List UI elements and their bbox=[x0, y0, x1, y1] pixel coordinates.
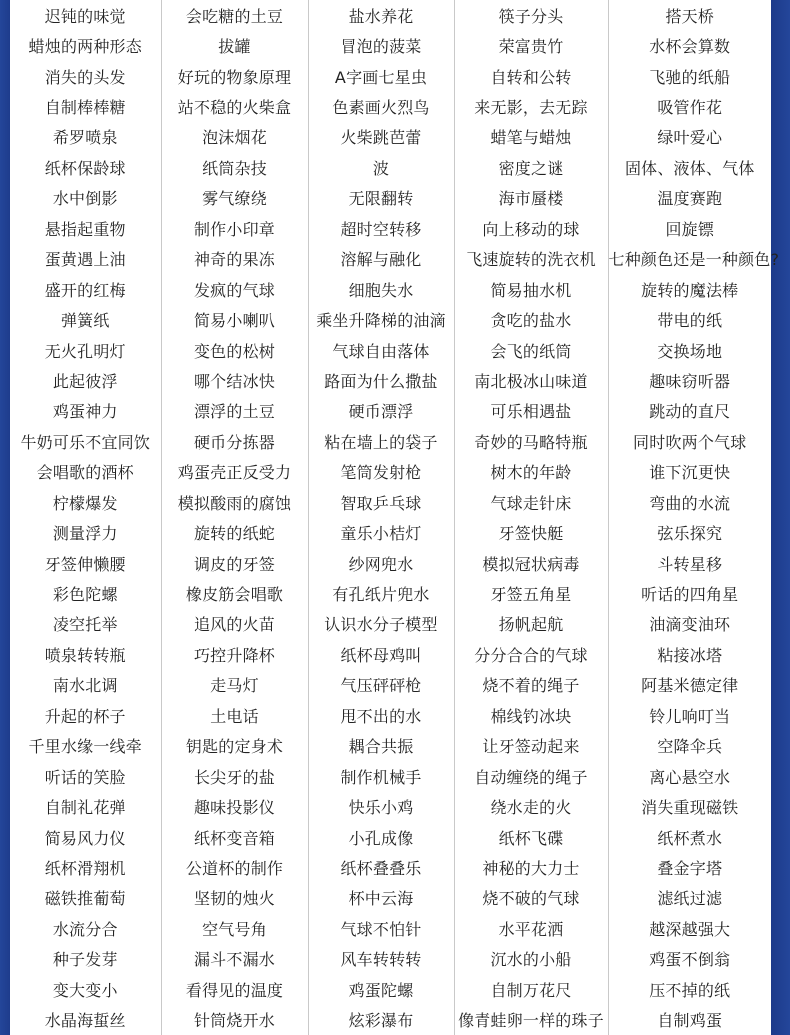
experiment-title-cell: 自转和公转 bbox=[454, 61, 608, 91]
experiment-title-cell: 鸡蛋陀螺 bbox=[308, 974, 454, 1004]
experiment-title-cell: 发疯的气球 bbox=[161, 274, 308, 304]
experiment-title-cell: 可乐相遇盐 bbox=[454, 396, 608, 426]
experiment-title-cell: 变大变小 bbox=[10, 974, 161, 1004]
experiment-title-cell: 阿基米德定律 bbox=[641, 676, 739, 696]
table-row bbox=[10, 61, 771, 91]
experiment-title-cell: 认识水分子模型 bbox=[308, 609, 454, 639]
experiment-title-cell: 纸杯保龄球 bbox=[10, 152, 161, 182]
table-row bbox=[10, 183, 771, 213]
experiment-title-cell: 烧不破的气球 bbox=[454, 883, 608, 913]
table-row bbox=[10, 791, 771, 821]
experiment-title-cell: 看得见的温度 bbox=[161, 974, 308, 1004]
experiment-title-cell: 简易风力仪 bbox=[10, 822, 161, 852]
experiment-title-cell: 炫彩瀑布 bbox=[308, 1004, 454, 1034]
experiment-title-cell: 向上移动的球 bbox=[454, 213, 608, 243]
table-row bbox=[10, 457, 771, 487]
experiment-title-cell: 旋转的纸蛇 bbox=[161, 517, 308, 547]
experiment-title-cell: 公道杯的制作 bbox=[161, 852, 308, 882]
experiment-title-cell: 溶解与融化 bbox=[308, 244, 454, 274]
experiment-title-cell: 长尖牙的盐 bbox=[161, 761, 308, 791]
experiment-title-cell: A字画七星虫 bbox=[308, 61, 454, 91]
experiment-title-cell: 跳动的直尺 bbox=[649, 402, 731, 422]
experiment-title-cell: 追风的火苗 bbox=[161, 609, 308, 639]
table-row bbox=[10, 731, 771, 761]
experiment-title-cell: 风车转转转 bbox=[308, 944, 454, 974]
experiment-title-cell: 贪吃的盐水 bbox=[454, 304, 608, 334]
experiment-title-cell: 自动缠绕的绳子 bbox=[454, 761, 608, 791]
experiment-title-cell: 会飞的纸筒 bbox=[454, 335, 608, 365]
experiment-title-cell: 回旋镖 bbox=[665, 219, 715, 239]
experiment-title-cell: 弦乐探究 bbox=[657, 524, 723, 544]
table-row bbox=[10, 609, 771, 639]
experiment-title-cell: 硬币分拣器 bbox=[161, 426, 308, 456]
table-row bbox=[10, 213, 771, 243]
experiment-title-cell: 温度赛跑 bbox=[657, 189, 723, 209]
experiment-title-cell: 绕水走的火 bbox=[454, 791, 608, 821]
table-row bbox=[10, 274, 771, 304]
experiment-title-cell: 路面为什么撒盐 bbox=[308, 365, 454, 395]
experiment-title-cell: 飞驰的纸船 bbox=[649, 67, 731, 87]
experiment-title-cell: 奇妙的马略特瓶 bbox=[454, 426, 608, 456]
experiment-list-table bbox=[10, 0, 780, 1035]
experiment-title-cell: 自制鸡蛋 bbox=[657, 1011, 723, 1031]
table-row bbox=[10, 0, 771, 30]
experiment-title-cell: 同时吹两个气球 bbox=[633, 432, 747, 452]
experiment-title-cell: 悬指起重物 bbox=[10, 213, 161, 243]
experiment-title-cell: 沉水的小船 bbox=[454, 944, 608, 974]
experiment-title-cell: 站不稳的火柴盒 bbox=[161, 91, 308, 121]
experiment-title-cell: 巧控升降杯 bbox=[161, 639, 308, 669]
experiment-title-cell: 喷泉转转瓶 bbox=[10, 639, 161, 669]
experiment-title-cell: 南水北调 bbox=[10, 670, 161, 700]
experiment-title-cell: 钥匙的定身术 bbox=[161, 731, 308, 761]
experiment-title-cell: 空降伞兵 bbox=[657, 737, 723, 757]
table-row bbox=[10, 548, 771, 578]
experiment-title-cell: 硬币漂浮 bbox=[308, 396, 454, 426]
experiment-title-cell: 快乐小鸡 bbox=[308, 791, 454, 821]
experiment-title-cell: 甩不出的水 bbox=[308, 700, 454, 730]
experiment-title-cell: 牙签快艇 bbox=[454, 517, 608, 547]
experiment-title-cell: 蜡烛的两种形态 bbox=[10, 30, 161, 60]
table-row bbox=[10, 487, 771, 517]
experiment-title-cell: 蜡笔与蜡烛 bbox=[454, 122, 608, 152]
experiment-title-cell: 棉线钓冰块 bbox=[454, 700, 608, 730]
experiment-title-cell: 带电的纸 bbox=[657, 311, 723, 331]
experiment-title-cell: 趣味窃听器 bbox=[649, 371, 731, 391]
table-row bbox=[10, 700, 771, 730]
table-row bbox=[10, 30, 771, 60]
experiment-title-cell: 漏斗不漏水 bbox=[161, 944, 308, 974]
experiment-title-cell: 耦合共振 bbox=[308, 731, 454, 761]
table-row bbox=[10, 578, 771, 608]
table-row bbox=[10, 913, 771, 943]
experiment-title-cell: 鸡蛋不倒翁 bbox=[649, 950, 731, 970]
experiment-title-cell: 吸管作花 bbox=[657, 98, 723, 118]
experiment-title-cell: 水流分合 bbox=[10, 913, 161, 943]
experiment-title-cell: 彩色陀螺 bbox=[10, 578, 161, 608]
experiment-title-cell: 牙签五角星 bbox=[454, 578, 608, 608]
experiment-title-cell: 纸杯变音箱 bbox=[161, 822, 308, 852]
experiment-title-cell: 油滴变油环 bbox=[649, 615, 731, 635]
experiment-title-cell: 趣味投影仪 bbox=[161, 791, 308, 821]
experiment-title-cell: 水晶海蜇丝 bbox=[10, 1004, 161, 1034]
experiment-title-cell: 笔筒发射枪 bbox=[308, 457, 454, 487]
table-row bbox=[10, 1004, 771, 1034]
experiment-title-cell: 波 bbox=[308, 152, 454, 182]
experiment-title-cell: 简易小喇叭 bbox=[161, 304, 308, 334]
experiment-title-cell: 柠檬爆发 bbox=[10, 487, 161, 517]
experiment-title-cell: 好玩的物象原理 bbox=[161, 61, 308, 91]
experiment-title-cell: 空气号角 bbox=[161, 913, 308, 943]
experiment-title-cell: 盛开的红梅 bbox=[10, 274, 161, 304]
experiment-title-cell: 会唱歌的酒杯 bbox=[10, 457, 161, 487]
experiment-title-cell: 针筒烧开水 bbox=[161, 1004, 308, 1034]
experiment-title-cell: 气球不怕针 bbox=[308, 913, 454, 943]
experiment-title-cell: 无火孔明灯 bbox=[10, 335, 161, 365]
experiment-title-cell: 神秘的大力士 bbox=[454, 852, 608, 882]
experiment-title-cell: 橡皮筋会唱歌 bbox=[161, 578, 308, 608]
experiment-title-cell: 扬帆起航 bbox=[454, 609, 608, 639]
experiment-title-cell: 自制棒棒糖 bbox=[10, 91, 161, 121]
experiment-title-cell: 磁铁推葡萄 bbox=[10, 883, 161, 913]
table-row bbox=[10, 761, 771, 791]
experiment-title-cell: 火柴跳芭蕾 bbox=[308, 122, 454, 152]
experiment-title-cell: 色素画火烈鸟 bbox=[308, 91, 454, 121]
experiment-title-cell: 像青蛙卵一样的珠子 bbox=[454, 1004, 608, 1034]
experiment-title-cell: 牛奶可乐不宜同饮 bbox=[10, 426, 161, 456]
table-row bbox=[10, 852, 771, 882]
experiment-title-cell: 无限翻转 bbox=[308, 183, 454, 213]
experiment-title-cell: 智取乒乓球 bbox=[308, 487, 454, 517]
experiment-title-cell: 让牙签动起来 bbox=[454, 731, 608, 761]
experiment-title-cell: 南北极冰山味道 bbox=[454, 365, 608, 395]
table-row bbox=[10, 304, 771, 334]
experiment-title-cell: 密度之谜 bbox=[454, 152, 608, 182]
experiment-title-cell: 谁下沉更快 bbox=[649, 463, 731, 483]
experiment-title-cell: 越深越强大 bbox=[649, 919, 731, 939]
experiment-title-cell: 斗转星移 bbox=[657, 554, 723, 574]
experiment-title-cell: 鸡蛋神力 bbox=[10, 396, 161, 426]
experiment-title-cell: 自制礼花弹 bbox=[10, 791, 161, 821]
experiment-title-cell: 固体、液体、气体 bbox=[624, 158, 755, 178]
experiment-title-cell: 纸杯母鸡叫 bbox=[308, 639, 454, 669]
experiment-title-cell: 雾气缭绕 bbox=[161, 183, 308, 213]
table-row bbox=[10, 365, 771, 395]
experiment-title-cell: 压不掉的纸 bbox=[649, 980, 731, 1000]
experiment-title-cell: 纸杯滑翔机 bbox=[10, 852, 161, 882]
experiment-title-cell: 弹簧纸 bbox=[10, 304, 161, 334]
experiment-title-cell: 制作小印章 bbox=[161, 213, 308, 243]
experiment-title-cell: 纸杯煮水 bbox=[657, 828, 723, 848]
table-row bbox=[10, 335, 771, 365]
experiment-title-cell: 纸筒杂技 bbox=[161, 152, 308, 182]
experiment-title-cell: 升起的杯子 bbox=[10, 700, 161, 730]
experiment-title-cell: 鸡蛋壳正反受力 bbox=[161, 457, 308, 487]
experiment-title-cell: 蛋黄遇上油 bbox=[10, 244, 161, 274]
experiment-title-cell: 哪个结冰快 bbox=[161, 365, 308, 395]
experiment-title-cell: 消失重现磁铁 bbox=[641, 798, 739, 818]
table-row bbox=[10, 822, 771, 852]
experiment-title-cell: 漂浮的土豆 bbox=[161, 396, 308, 426]
experiment-title-cell: 荣富贵竹 bbox=[454, 30, 608, 60]
experiment-title-cell: 种子发芽 bbox=[10, 944, 161, 974]
experiment-title-cell: 交换场地 bbox=[657, 341, 723, 361]
experiment-title-cell: 叠金字塔 bbox=[657, 858, 723, 878]
experiment-title-cell: 希罗喷泉 bbox=[10, 122, 161, 152]
experiment-title-cell: 气压砰砰枪 bbox=[308, 670, 454, 700]
experiment-title-cell: 弯曲的水流 bbox=[649, 493, 731, 513]
experiment-title-cell: 树木的年龄 bbox=[454, 457, 608, 487]
table-row bbox=[10, 426, 771, 456]
experiment-title-cell: 童乐小桔灯 bbox=[308, 517, 454, 547]
experiment-title-cell: 走马灯 bbox=[161, 670, 308, 700]
experiment-title-cell: 离心悬空水 bbox=[649, 767, 731, 787]
experiment-title-cell: 有孔纸片兜水 bbox=[308, 578, 454, 608]
experiment-title-cell: 千里水缘一线牵 bbox=[10, 731, 161, 761]
table-row bbox=[10, 974, 771, 1004]
experiment-title-cell: 水平花洒 bbox=[454, 913, 608, 943]
experiment-title-cell: 细胞失水 bbox=[308, 274, 454, 304]
experiment-title-cell: 变色的松树 bbox=[161, 335, 308, 365]
table-row bbox=[10, 244, 771, 274]
table-row bbox=[10, 396, 771, 426]
experiment-title-cell: 冒泡的菠菜 bbox=[308, 30, 454, 60]
table-row bbox=[10, 517, 771, 547]
experiment-title-cell: 拔罐 bbox=[161, 30, 308, 60]
experiment-title-cell: 铃儿响叮当 bbox=[649, 706, 731, 726]
experiment-title-cell: 海市蜃楼 bbox=[454, 183, 608, 213]
experiment-title-cell: 调皮的牙签 bbox=[161, 548, 308, 578]
experiment-title-cell: 纸杯飞碟 bbox=[454, 822, 608, 852]
experiment-title-cell: 简易抽水机 bbox=[454, 274, 608, 304]
experiment-title-cell: 土电话 bbox=[161, 700, 308, 730]
table-row bbox=[10, 639, 771, 669]
experiment-title-cell: 粘接冰塔 bbox=[657, 645, 723, 665]
experiment-title-cell: 模拟冠状病毒 bbox=[454, 548, 608, 578]
experiment-title-cell: 神奇的果冻 bbox=[161, 244, 308, 274]
table-row bbox=[10, 944, 771, 974]
table-row bbox=[10, 883, 771, 913]
experiment-title-cell: 搭天桥 bbox=[665, 6, 715, 26]
experiment-title-cell: 筷子分头 bbox=[454, 0, 608, 30]
experiment-title-cell: 来无影，去无踪 bbox=[454, 91, 608, 121]
experiment-title-cell: 水杯会算数 bbox=[649, 37, 731, 57]
experiment-title-cell: 测量浮力 bbox=[10, 517, 161, 547]
experiment-title-cell: 小孔成像 bbox=[308, 822, 454, 852]
experiment-title-cell: 坚韧的烛火 bbox=[161, 883, 308, 913]
table-row bbox=[10, 670, 771, 700]
experiment-title-cell: 烧不着的绳子 bbox=[454, 670, 608, 700]
experiment-title-cell: 滤纸过滤 bbox=[657, 889, 723, 909]
experiment-title-cell: 听话的笑脸 bbox=[10, 761, 161, 791]
experiment-title-cell: 气球走针床 bbox=[454, 487, 608, 517]
experiment-title-cell: 牙签伸懒腰 bbox=[10, 548, 161, 578]
experiment-list-body bbox=[10, 0, 780, 1035]
experiment-title-cell: 凌空托举 bbox=[10, 609, 161, 639]
experiment-title-cell: 自制万花尺 bbox=[454, 974, 608, 1004]
experiment-title-cell: 消失的头发 bbox=[10, 61, 161, 91]
experiment-title-cell: 分分合合的气球 bbox=[454, 639, 608, 669]
experiment-title-cell: 会吃糖的土豆 bbox=[161, 0, 308, 30]
experiment-title-cell: 听话的四角星 bbox=[641, 585, 739, 605]
experiment-title-cell: 绿叶爱心 bbox=[657, 128, 723, 148]
table-row bbox=[10, 91, 771, 121]
table-row bbox=[10, 152, 771, 182]
experiment-title-cell: 水中倒影 bbox=[10, 183, 161, 213]
experiment-title-cell: 旋转的魔法棒 bbox=[641, 280, 739, 300]
experiment-title-cell: 七种颜色还是一种颜色? bbox=[608, 250, 780, 270]
experiment-title-cell: 纱网兜水 bbox=[308, 548, 454, 578]
experiment-title-cell: 迟钝的味觉 bbox=[10, 0, 161, 30]
experiment-title-cell: 乘坐升降梯的油滴 bbox=[308, 304, 454, 334]
experiment-title-cell: 制作机械手 bbox=[308, 761, 454, 791]
experiment-title-cell: 气球自由落体 bbox=[308, 335, 454, 365]
experiment-title-cell: 泡沫烟花 bbox=[161, 122, 308, 152]
table-row bbox=[10, 122, 771, 152]
experiment-title-cell: 模拟酸雨的腐蚀 bbox=[161, 487, 308, 517]
experiment-title-cell: 此起彼浮 bbox=[10, 365, 161, 395]
experiment-title-cell: 盐水养花 bbox=[308, 0, 454, 30]
experiment-title-cell: 纸杯叠叠乐 bbox=[308, 852, 454, 882]
experiment-title-cell: 粘在墙上的袋子 bbox=[308, 426, 454, 456]
experiment-title-cell: 飞速旋转的洗衣机 bbox=[454, 244, 608, 274]
experiment-title-cell: 杯中云海 bbox=[308, 883, 454, 913]
experiment-title-cell: 超时空转移 bbox=[308, 213, 454, 243]
